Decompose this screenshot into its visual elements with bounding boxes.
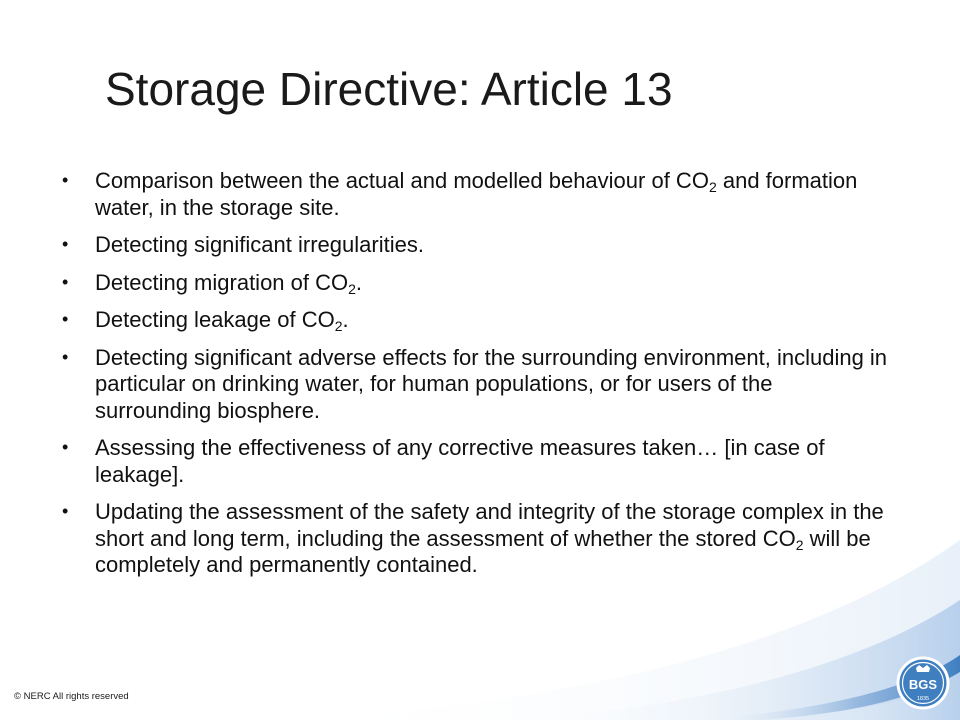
bullet-text-tail: . (355, 269, 363, 295)
bullet-text: Assessing the effectiveness of any corrective measures taken… [in case of leakage]. (95, 435, 825, 487)
bullet-item (60, 499, 890, 579)
bgs-logo-icon (896, 656, 950, 710)
bullet-text: Comparison between the actual and modelled behaviour of CO (95, 168, 709, 193)
subscript: 2 (708, 179, 717, 195)
bullet-dot-icon: • (62, 170, 69, 190)
bullet-text-tail: and formation water, in the storage site. (95, 168, 858, 220)
bullet-text-tail: . (342, 307, 349, 332)
bullet-text: Detecting significant adverse effects for the surrounding environment, including in particular on drinking water, for human populations, or for users of the surrounding biosphere. (95, 344, 888, 423)
slide-title: Storage Directive: Article 13 (105, 63, 673, 115)
bullet-dot-icon: • (62, 234, 69, 254)
bullet-dot-icon: • (62, 501, 69, 521)
bullet-dot-icon: • (62, 437, 69, 457)
subscript: 2 (795, 536, 804, 553)
subscript: 2 (334, 318, 343, 334)
copyright-footer: © NERC All rights reserved (14, 691, 129, 702)
subscript: 2 (348, 280, 356, 297)
bullet-dot-icon: • (62, 271, 69, 292)
logo-year: 1835 (916, 696, 930, 702)
bullet-dot-icon: • (62, 346, 69, 367)
bullet-text: Detecting significant irregularities. (95, 232, 424, 257)
bullet-text-tail: will be completely and permanently contained. (95, 525, 871, 577)
bullet-item (60, 168, 890, 221)
bullet-text: Updating the assessment of the safety and integrity of the storage complex in the short and long term, including the assessment of whether the stored CO (95, 499, 884, 551)
logo-text: BGS (908, 677, 938, 692)
bullet-text: Detecting migration of CO (95, 269, 349, 295)
bullet-item (60, 345, 890, 425)
bullet-item (60, 270, 890, 297)
bullet-item (60, 307, 890, 334)
bullet-item (60, 232, 890, 259)
bullet-text: Detecting leakage of CO (95, 307, 335, 332)
bullet-item (60, 435, 890, 488)
bullet-dot-icon: • (62, 309, 69, 329)
bullet-list (60, 168, 890, 590)
